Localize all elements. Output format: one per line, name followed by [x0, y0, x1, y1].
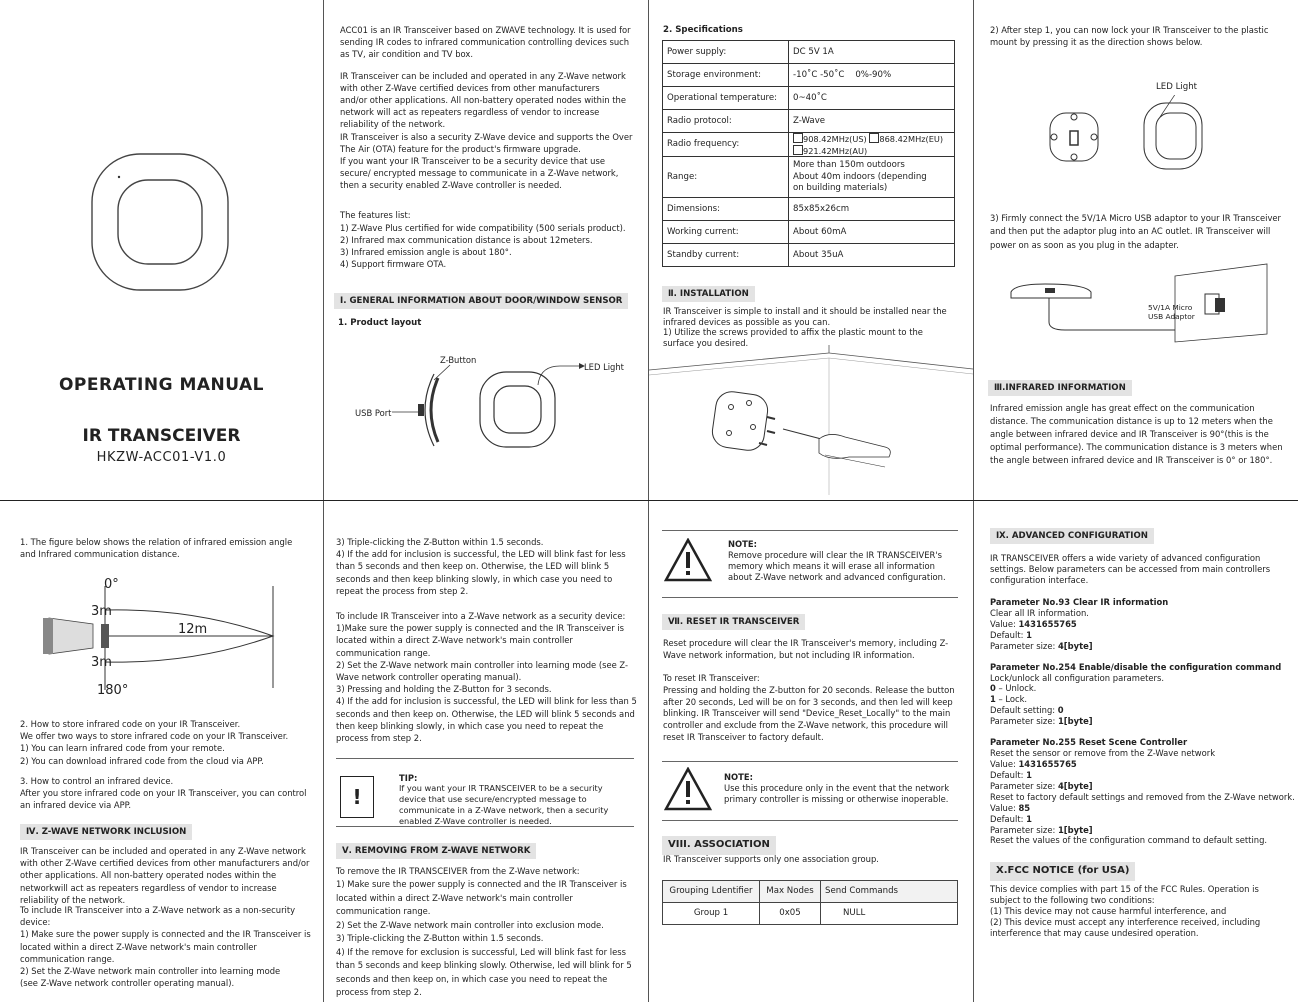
section-10-heading: X.FCC NOTICE (for USA) — [990, 862, 1135, 881]
specs-table — [662, 40, 955, 267]
cover-product: IR TRANSCEIVER — [82, 426, 241, 446]
intro-text — [340, 24, 636, 270]
spec-value: More than 150m outdoors About 40m indoors (depending on building materials) — [789, 157, 955, 198]
param-line: Default setting: 0 — [990, 705, 1064, 716]
inclusion-paragraph-2: To include IR Transceiver into a Z-Wave network as a non-security device: 1) Make sure the power supply is connected and the IR Transceiver is located within a direct Z-Wave network's main controller communication range. 2) Set the Z-Wave network main controller into learning mode (see Z-Wave network controller operating manual). — [20, 905, 311, 989]
freq-eu: 868.42MHz(EU) — [879, 134, 944, 144]
section-1-heading: Ⅰ. GENERAL INFORMATION ABOUT DOOR/WINDOW SENSOR — [334, 293, 628, 309]
label-usb-port: USB Port — [355, 408, 392, 418]
ir-paragraph-1: 1. The figure below shows the relation of infrared emission angle and Infrared communication distance. — [20, 537, 293, 560]
spec-key: Standby current: — [663, 244, 789, 267]
association-text: IR Transceiver supports only one association group. — [663, 854, 879, 864]
param-line: Parameter size: 1[byte] — [990, 716, 1093, 727]
freq-au: 921.42MHz(AU) — [803, 145, 868, 156]
param-line: 1 – Lock. — [990, 694, 1028, 705]
checkbox-icon — [793, 133, 803, 143]
section-5-heading: Ⅴ. REMOVING FROM Z-WAVE NETWORK — [336, 843, 536, 859]
param-line: 0 – Unlock. — [990, 683, 1037, 694]
distance-label-a: 3m — [91, 604, 112, 619]
spec-key: Operational temperature: — [663, 87, 789, 110]
note-1-title: NOTE: — [728, 539, 757, 549]
checkbox-icon — [793, 145, 803, 155]
section-3-heading: Ⅲ.INFRARED INFORMATION — [988, 380, 1132, 396]
advanced-config-intro: IR TRANSCEIVER offers a wide variety of advanced configuration settings. Below parameters can be accessed from main controllers configuration interface. — [990, 553, 1271, 585]
spec-key: Working current: — [663, 221, 789, 244]
angle-bottom-label: 180° — [97, 683, 129, 698]
checkbox-icon — [869, 133, 879, 143]
note-2-divider-bottom — [662, 820, 958, 821]
param-line: Value: 1431655765 — [990, 758, 1077, 769]
fcc-notice-text: This device complies with part 15 of the FCC Rules. Operation is subject to the following two conditions: (1) This device may not cause harmful interference, and (2) This device must accept any interference received, including interference that may cause undesired operation. — [990, 884, 1261, 938]
infrared-info-text: Infrared emission angle has great effect on the communication distance. The communication distance is up to 12 meters when the angle between infrared device and IR Transceiver is 90°(this is the optimal performance). The communication distance is 3 meters when the angle between infrared device and IR Transceiver is 0° or 180°. — [990, 403, 1283, 466]
tip-text: If you want your IR TRANSCEIVER to be a security device that use secure/encrypted message to communicate in a Z-Wave network, then a security enabled Z-Wave controller is needed. — [399, 783, 609, 827]
column-divider-3 — [973, 0, 974, 1002]
features-title: The features list: — [340, 210, 411, 221]
spec-value: DC 5V 1A — [789, 41, 955, 64]
mount-lock-illustration — [1040, 95, 1210, 175]
ir-paragraph-2: 2. How to store infrared code on your IR Transceiver. We offer two ways to store infrared code on your IR Transceiver. 1) You can learn infrared code from your remote. 2) You can download infrared code from the cloud via APP. — [20, 719, 289, 766]
note-divider-top — [662, 530, 958, 531]
spec-value: About 60mA — [789, 221, 955, 244]
spec-key: Radio frequency: — [663, 133, 789, 157]
param-line: Default: 1 — [990, 629, 1032, 640]
reset-paragraph-2: To reset IR Transceiver: Pressing and holding the Z-button for 20 seconds. Release the button after 20 seconds, Led will be on for 3 seconds, and then led will keep blinking. IR Transceiver will send "Device_Reset_Locally" to the main controller and exclude from the Z-Wave network, this procedure will reset IR Transceiver to factory default. — [663, 673, 955, 742]
assoc-cell: 0x05 — [760, 903, 821, 925]
spec-value: 85x85x26cm — [789, 198, 955, 221]
warning-icon — [664, 538, 712, 582]
parameter-93-title: Parameter No.93 Clear IR information — [990, 597, 1169, 607]
param-line: Clear all IR information. — [990, 607, 1089, 618]
section-2-heading: Ⅱ. INSTALLATION — [662, 286, 755, 302]
note-2-divider-top — [662, 761, 958, 762]
label-led-light: LED Light — [584, 362, 624, 372]
note-1-text: Remove procedure will clear the IR TRANSCEIVER's memory which means it will erase all information about Z-Wave network and advanced configuration. — [728, 550, 946, 582]
param-line: Parameter size: 4[byte] — [990, 640, 1093, 651]
section-7-heading: Ⅶ. RESET IR TRANSCEIVER — [662, 614, 805, 630]
warning-icon — [664, 767, 712, 811]
feature-item: 4) Support firmware OTA. — [340, 259, 447, 270]
reset-paragraph-1: Reset procedure will clear the IR Transceiver's memory, including Z-Wave network information, but not including IR information. — [663, 638, 949, 660]
ir-paragraph-3: 3. How to control an infrared device. After you store infrared code on your IR Transceiver, you can control an infrared device via APP. — [20, 776, 307, 811]
feature-item: 3) Infrared emission angle is about 180°. — [340, 247, 512, 257]
note-divider-mid — [662, 597, 958, 598]
intro-paragraph-1: ACC01 is an IR Transceiver based on ZWAVE technology. It is used for sending IR codes to infrared communication controlling devices such as TV, air condition and TV box. — [340, 25, 631, 60]
tip-icon: ! — [340, 776, 374, 818]
feature-item: 2) Infrared max communication distance is about 12meters. — [340, 234, 593, 245]
param-line: Lock/unlock all configuration parameters. — [990, 672, 1165, 683]
spec-value: 0~40˚C — [789, 87, 955, 110]
section-8-heading: VIII. ASSOCIATION — [662, 836, 776, 855]
param-line: Value: 1431655765 — [990, 618, 1077, 629]
install-step-3: 3) Firmly connect the 5V/1A Micro USB adaptor to your IR Transceiver and then put the adaptor plug into an AC outlet. IR Transceiver will power on as soon as you plug in the adapter. — [990, 213, 1281, 250]
product-layout-title: 1. Product layout — [338, 318, 422, 328]
column-divider-1 — [323, 0, 324, 1002]
association-table — [662, 880, 958, 925]
distance-label-b: 3m — [91, 655, 112, 670]
spec-key: Range: — [663, 157, 789, 198]
adaptor-illustration — [1005, 262, 1275, 352]
spec-value: -10˚C -50˚C 0%-90% — [789, 64, 955, 87]
angle-top-label: 0° — [104, 577, 119, 592]
cover-title: OPERATING MANUAL — [58, 375, 265, 395]
spec-key: Power supply: — [663, 41, 789, 64]
spec-key: Storage environment: — [663, 64, 789, 87]
inclusion-steps: 3) Triple-clicking the Z-Button within 1.5 seconds. 4) If the add for inclusion is successful, the LED will blink fast for less than 5 seconds and then keep on. Otherwise, the LED will blink 5 seconds and then keep blinking slowly, in which case you need to repeat the process from step 2. — [336, 537, 626, 596]
assoc-header: Grouping Ldentifier — [663, 881, 760, 903]
tip-title: TIP: — [399, 773, 418, 783]
ir-angle-diagram — [35, 578, 295, 698]
param-line: Parameter size: 4[byte] — [990, 780, 1093, 791]
install-step-2: 2) After step 1, you can now lock your IR Transceiver to the plastic mount by pressing it as the direction shows below. — [990, 25, 1269, 48]
inclusion-paragraph-1: IR Transceiver can be included and operated in any Z-Wave network with other Z-Wave certified devices from other manufacturers and/or other applications. All non-battery operated nodes within the networkwill act as repeaters regardless of vendor to increase reliability of the network. — [20, 846, 310, 905]
feature-item: 1) Z-Wave Plus certified for wide compatibility (500 serials product). — [340, 222, 626, 233]
tip-divider-bottom — [336, 826, 634, 827]
adaptor-label: 5V/1A Micro USB Adaptor — [1148, 303, 1195, 321]
inclusion-security-steps: To include IR Transceiver into a Z-Wave network as a security device: 1)Make sure the power supply is connected and the IR Transceiver is located within a direct Z-Wave network's main controller communication range. 2) Set the Z-Wave network main controller into learning mode (see Z-Wave network controller operating manual). 3) Pressing and holding the Z-Button for 3 seconds. 4) If the add for inclusion is successful, the LED will blink for less than 5 seconds and then keep on. Otherwise, the LED will blink 5 seconds and then keep blinking slowly, in which case you need to repeat the process from step 2. — [336, 611, 637, 743]
param-line: Parameter size: 1[byte] — [990, 824, 1093, 835]
freq-us: 908.42MHz(US) — [803, 134, 867, 144]
param-line: Default: 1 — [990, 769, 1032, 780]
spec-value: Z-Wave — [789, 110, 955, 133]
tip-divider-top — [336, 758, 634, 759]
specs-title: 2. Specifications — [663, 25, 743, 35]
parameter-254-title: Parameter No.254 Enable/disable the configuration command — [990, 661, 1282, 672]
assoc-header: Max Nodes — [760, 881, 821, 903]
note-2-title: NOTE: — [724, 772, 753, 782]
note-2-text: Use this procedure only in the event that the network primary controller is missing or otherwise inoperable. — [724, 783, 950, 805]
spec-value-frequency — [789, 133, 955, 157]
cover-model: HKZW-ACC01-V1.0 — [96, 450, 227, 465]
installation-text: IR Transceiver is simple to install and it should be installed near the infrared devices as possible as you can. 1) Utilize the screws provided to affix the plastic mount to the surface you desired. — [663, 306, 947, 348]
param-line: Value: 85 — [990, 802, 1031, 813]
wall-mount-illustration — [649, 345, 973, 495]
section-9-heading: Ⅸ. ADVANCED CONFIGURATION — [990, 528, 1154, 544]
assoc-header: Send Commands — [821, 881, 958, 903]
spec-key: Radio protocol: — [663, 110, 789, 133]
intro-paragraph-2: IR Transceiver can be included and operated in any Z-Wave network with other Z-Wave certified devices from other manufacturers and/or other applications. All non-battery operated nodes within the network will act as repeaters regardless of vendor to increase reliability of the network. IR Transceiver is also a security Z-Wave device and supports the Over The Air (OTA) feature for the product's firmware upgrade. If you want your IR Transceiver to be a security device that use secure/ encrypted message to communicate in a Z-Wave network, then a security enabled Z-Wave controller is needed. — [340, 70, 633, 191]
parameter-255-title: Parameter No.255 Reset Scene Controller — [990, 737, 1188, 748]
param-line: Reset the values of the configuration command to default setting. — [990, 835, 1268, 846]
spec-value: About 35uA — [789, 244, 955, 267]
install-led-label: LED Light — [1156, 82, 1198, 92]
spec-key: Dimensions: — [663, 198, 789, 221]
assoc-cell: Group 1 — [663, 903, 760, 925]
column-divider-2 — [648, 0, 649, 1002]
param-line: Reset the sensor or remove from the Z-Wave network — [990, 748, 1216, 759]
distance-label-c: 12m — [178, 622, 208, 637]
parameter-list — [990, 597, 1295, 846]
param-line: Reset to factory default settings and removed from the Z-Wave network. — [990, 791, 1295, 802]
label-z-button: Z-Button — [440, 355, 477, 365]
section-4-heading: Ⅳ. Z-WAVE NETWORK INCLUSION — [20, 824, 192, 840]
param-line: Default: 1 — [990, 813, 1032, 824]
assoc-cell: NULL — [821, 903, 958, 925]
cover-device-image — [90, 152, 230, 292]
removing-text: To remove the IR TRANSCEIVER from the Z-Wave network: 1) Make sure the power supply is connected and the IR Transceiver is located within a direct Z-Wave network's main controller communication range. 2) Set the Z-Wave network main controller into exclusion mode. 3) Triple-clicking the Z-Button within 1.5 seconds. 4) If the remove for exclusion is successful, Led will blink fast for less than 5 seconds and keep blinking slowly. Otherwise, led will blink for 5 seconds and then keep on, in which case you need to repeat the process from step 2. — [336, 866, 632, 997]
row-divider — [0, 500, 1298, 501]
